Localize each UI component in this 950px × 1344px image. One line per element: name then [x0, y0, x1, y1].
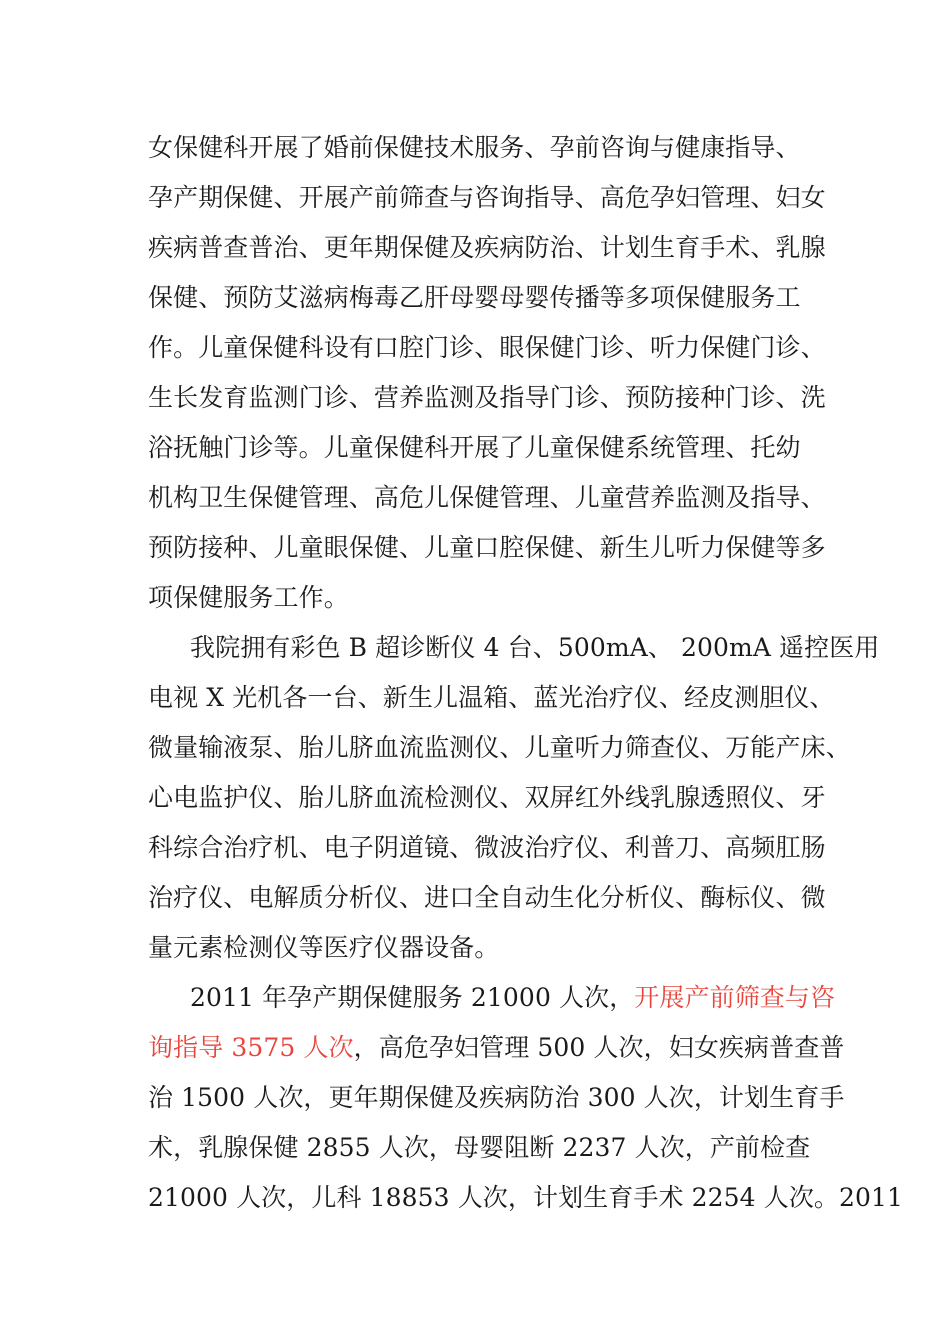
p2-line-2: 电视 X 光机各一台、新生儿温箱、蓝光治疗仪、经皮测胆仪、: [148, 683, 835, 712]
p1-line-6: 生长发育监测门诊、营养监测及指导门诊、预防接种门诊、洗: [148, 383, 826, 412]
p3-line-5: 21000 人次，儿科 18853 人次，计划生育手术 2254 人次。2011: [148, 1183, 904, 1212]
p2-line-1: 我院拥有彩色 B 超诊断仪 4 台、500mA、 200mA 遥控医用: [190, 633, 880, 662]
p1-line-9: 预防接种、儿童眼保健、儿童口腔保健、新生儿听力保健等多: [148, 533, 826, 562]
p1-line-5: 作。儿童保健科设有口腔门诊、眼保健门诊、听力保健门诊、: [148, 333, 826, 362]
p1-line-4: 保健、预防艾滋病梅毒乙肝母婴母婴传播等多项保健服务工: [148, 283, 801, 312]
p2-line-3: 微量输液泵、胎儿脐血流监测仪、儿童听力筛查仪、万能产床、: [148, 733, 851, 762]
p3-line-2-highlight: 询指导 3575 人次: [148, 1033, 354, 1062]
p1-line-7: 浴抚触门诊等。儿童保健科开展了儿童保健系统管理、托幼: [148, 433, 801, 462]
p2-line-5: 科综合治疗机、电子阴道镜、微波治疗仪、利普刀、高频肛肠: [148, 833, 826, 862]
p2-line-6: 治疗仪、电解质分析仪、进口全自动生化分析仪、酶标仪、微: [148, 883, 826, 912]
p1-line-3: 疾病普查普治、更年期保健及疾病防治、计划生育手术、乳腺: [148, 233, 826, 262]
p1-line-1: 女保健科开展了婚前保健技术服务、孕前咨询与健康指导、: [148, 133, 801, 162]
p3-line-1-highlight: 开展产前筛查与咨: [634, 983, 836, 1012]
p1-line-10: 项保健服务工作。: [148, 583, 349, 612]
p1-line-8: 机构卫生保健管理、高危儿保健管理、儿童营养监测及指导、: [148, 483, 826, 512]
p3-line-4: 术，乳腺保健 2855 人次，母婴阻断 2237 人次，产前检查: [148, 1133, 811, 1162]
p2-line-7: 量元素检测仪等医疗仪器设备。: [148, 933, 500, 962]
p3-line-1-text: 2011 年孕产期保健服务 21000 人次，: [190, 983, 635, 1012]
p2-line-4: 心电监护仪、胎儿脐血流检测仪、双屏红外线乳腺透照仪、牙: [148, 783, 826, 812]
p1-line-2: 孕产期保健、开展产前筛查与咨询指导、高危孕妇管理、妇女: [148, 183, 826, 212]
p3-line-1: [190, 982, 835, 1014]
p3-line-2: [148, 1032, 844, 1064]
p3-line-2-text: ，高危孕妇管理 500 人次，妇女疾病普查普: [353, 1033, 845, 1062]
p3-line-3: 治 1500 人次，更年期保健及疾病防治 300 人次，计划生育手: [148, 1083, 845, 1112]
